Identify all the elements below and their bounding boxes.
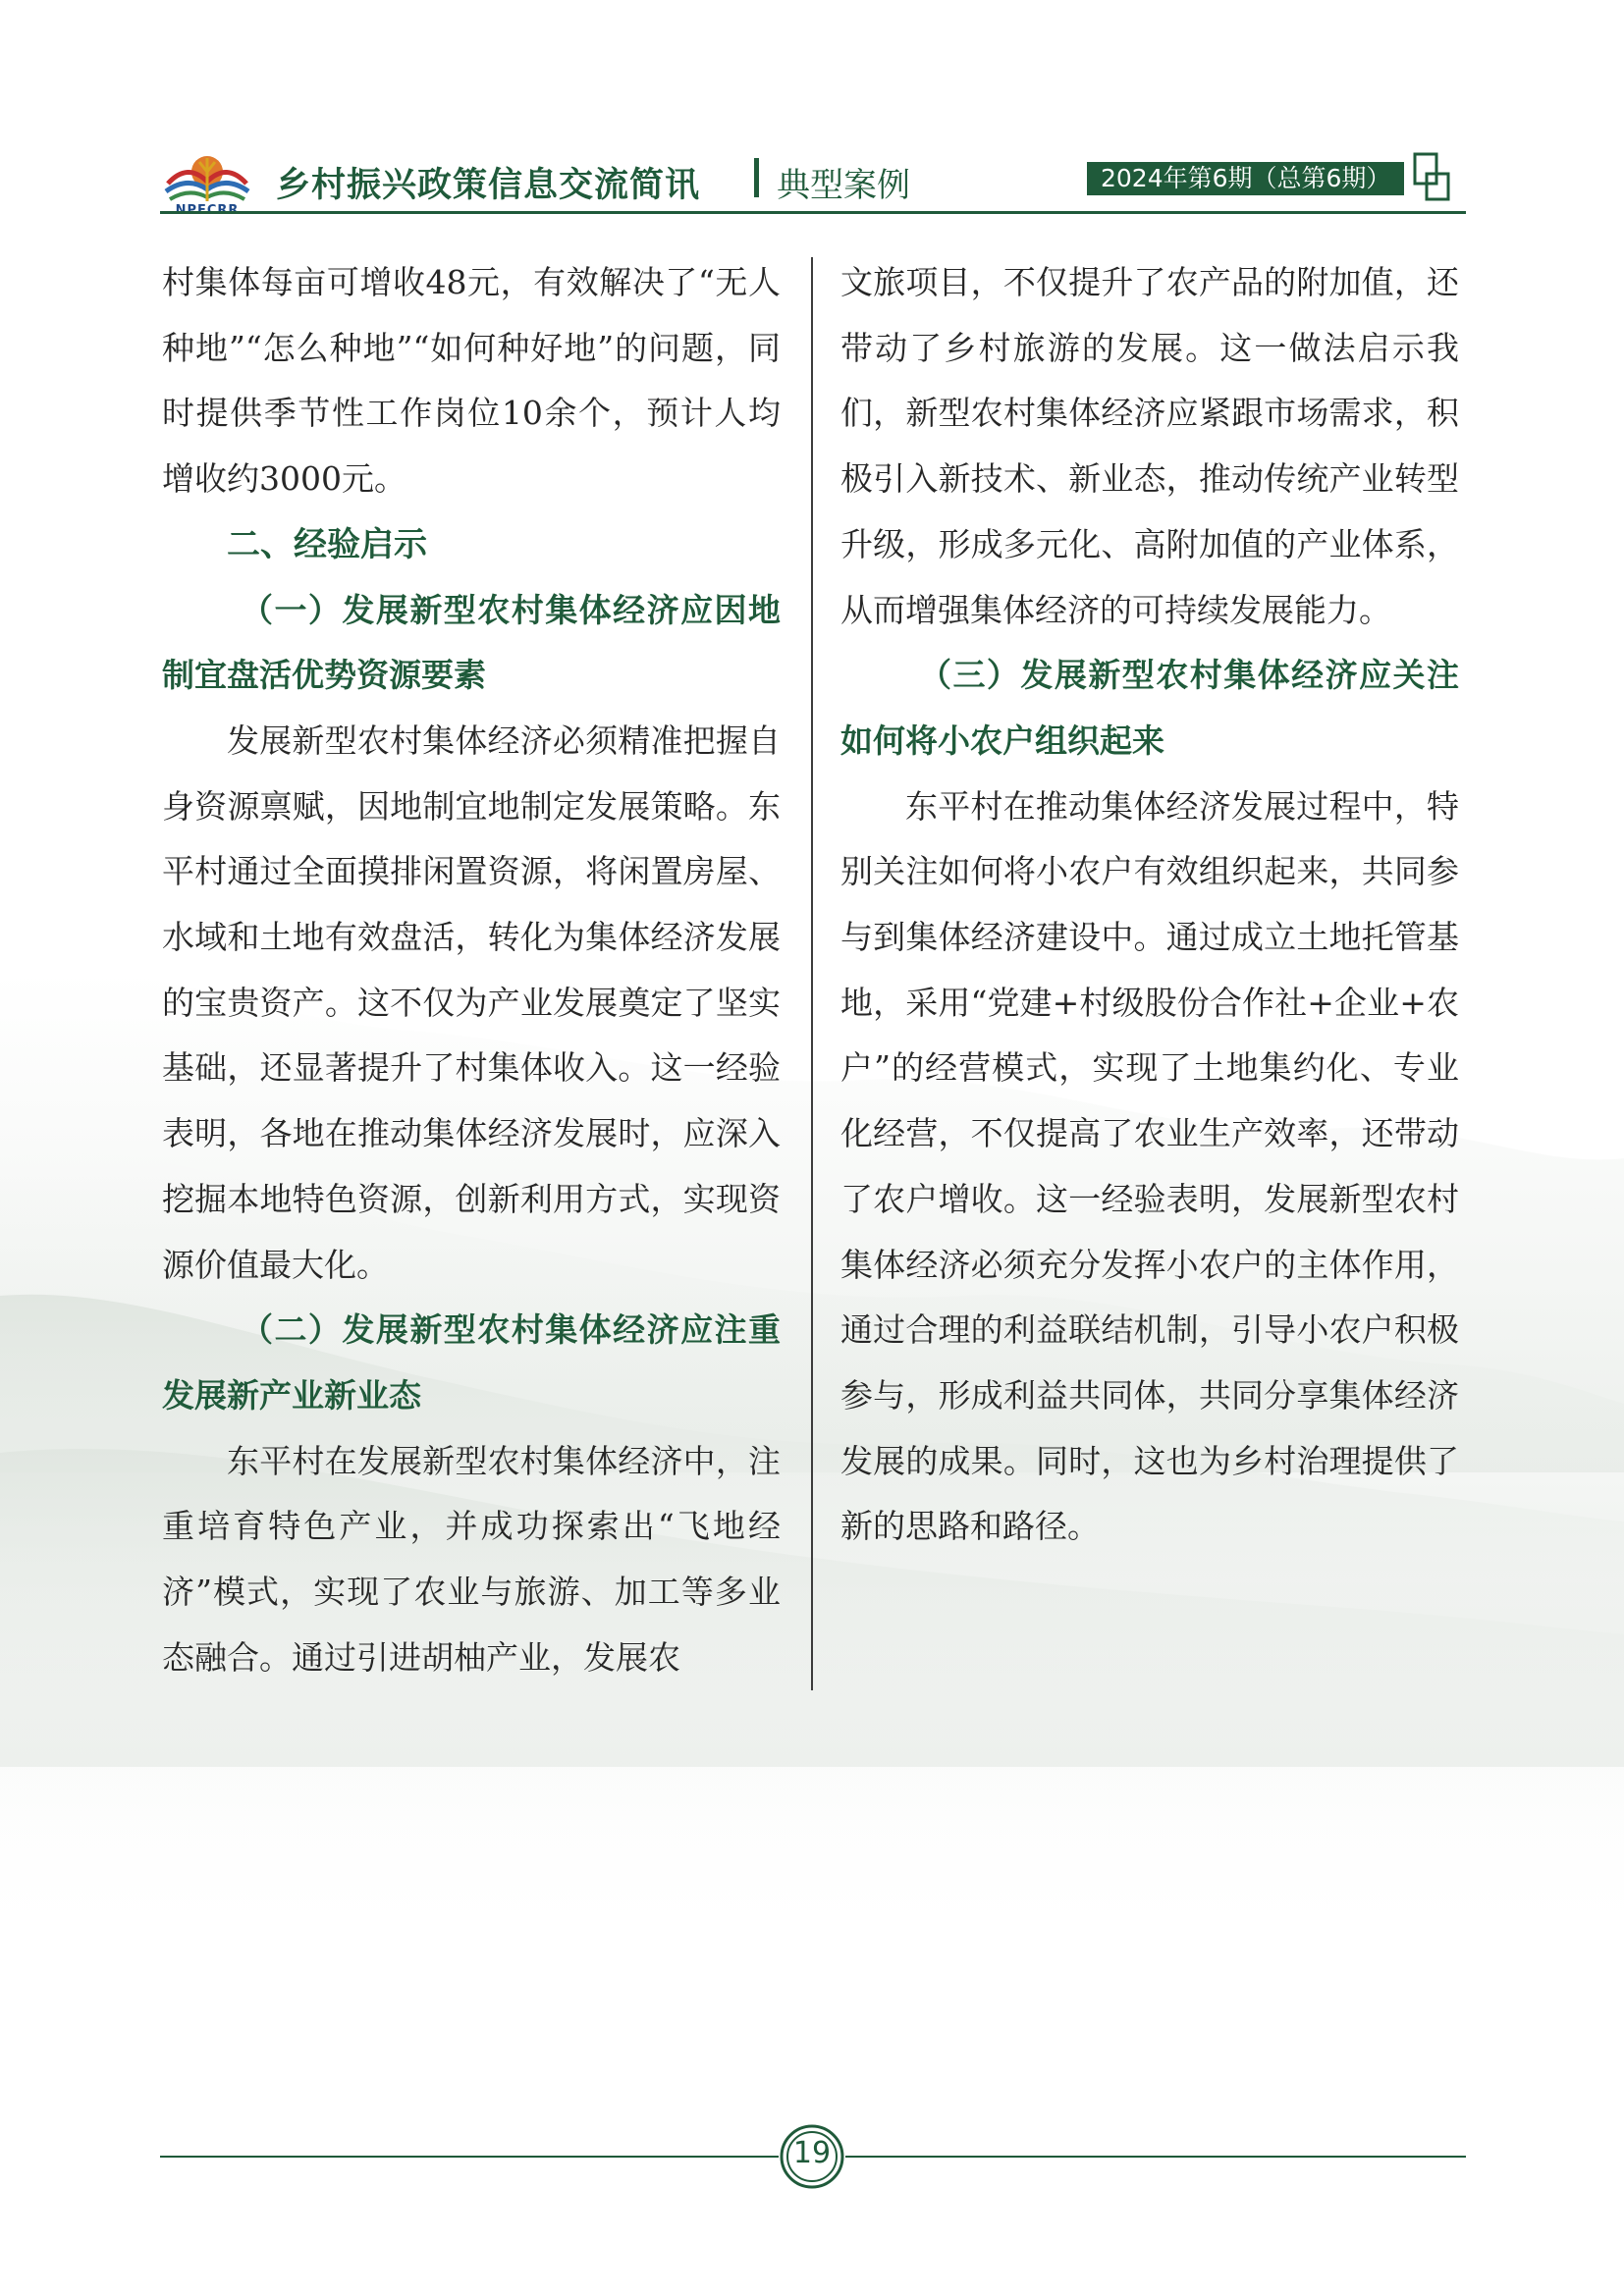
paragraph: 文旅项目，不仅提升了农产品的附加值，还带动了乡村旅游的发展。这一做法启示我们，新型农村集体经济应紧跟市场需求，积极引入新技术、新业态，推动传统产业转型升级，形成多元化、高附加值的产业体系，从而增强集体经济的可持续发展能力。 xyxy=(840,263,1459,629)
header-rule xyxy=(160,211,1466,214)
column-divider xyxy=(811,257,813,1690)
subsection-heading: （一）发展新型农村集体经济应因地制宜盘活优势资源要素 xyxy=(162,590,781,695)
left-column xyxy=(162,250,781,1690)
section-heading: 二、经验启示 xyxy=(227,524,427,564)
subsection-heading: （二）发展新型农村集体经济应注重发展新产业新业态 xyxy=(162,1310,781,1415)
paragraph: 东平村在发展新型农村集体经济中，注重培育特色产业，并成功探索出“飞地经济”模式，实现了农业与旅游、加工等多业态融合。通过引进胡柚产业，发展农 xyxy=(162,1441,781,1677)
paragraph: 东平村在推动集体经济发展过程中，特别关注如何将小农户有效组织起来，共同参与到集体经济建设中。通过成立土地托管基地，采用“党建+村级股份合作社+企业+农户”的经营模式，实现了土地集约化、专业化经营，不仅提高了农业生产效率，还带动了农户增收。这一经验表明，发展新型农村集体经济必须充分发挥小农户的主体作用，通过合理的利益联结机制，引导小农户积极参与，形成利益共同体，共同分享集体经济发展的成果。同时，这也为乡村治理提供了新的思路和路径。 xyxy=(840,786,1459,1546)
issue-badge: 2024年第6期（总第6期） xyxy=(1087,162,1404,195)
page-header xyxy=(160,142,1466,221)
header-separator xyxy=(754,158,759,197)
right-column xyxy=(840,250,1459,1560)
footer-rule-right xyxy=(845,2156,1466,2158)
section-label: 典型案例 xyxy=(777,166,910,205)
corner-ornament xyxy=(1413,152,1452,203)
publication-title: 乡村振兴政策信息交流简讯 xyxy=(276,166,701,205)
footer-rule-left xyxy=(160,2156,779,2158)
paragraph: 发展新型农村集体经济必须精准把握自身资源禀赋，因地制宜地制定发展策略。东平村通过全面摸排闲置资源，将闲置房屋、水域和土地有效盘活，转化为集体经济发展的宝贵资产。这不仅为产业发展奠定了坚实基础，还显著提升了村集体收入。这一经验表明，各地在推动集体经济发展时，应深入挖掘本地特色资源，创新利用方式，实现资源价值最大化。 xyxy=(162,721,781,1284)
paragraph: 村集体每亩可增收48元，有效解决了“无人种地”“怎么种地”“如何种好地”的问题，同时提供季节性工作岗位10余个，预计人均增收约3000元。 xyxy=(162,263,781,499)
page-number: 19 xyxy=(792,2136,832,2170)
subsection-heading: （三）发展新型农村集体经济应关注如何将小农户组织起来 xyxy=(840,656,1459,760)
